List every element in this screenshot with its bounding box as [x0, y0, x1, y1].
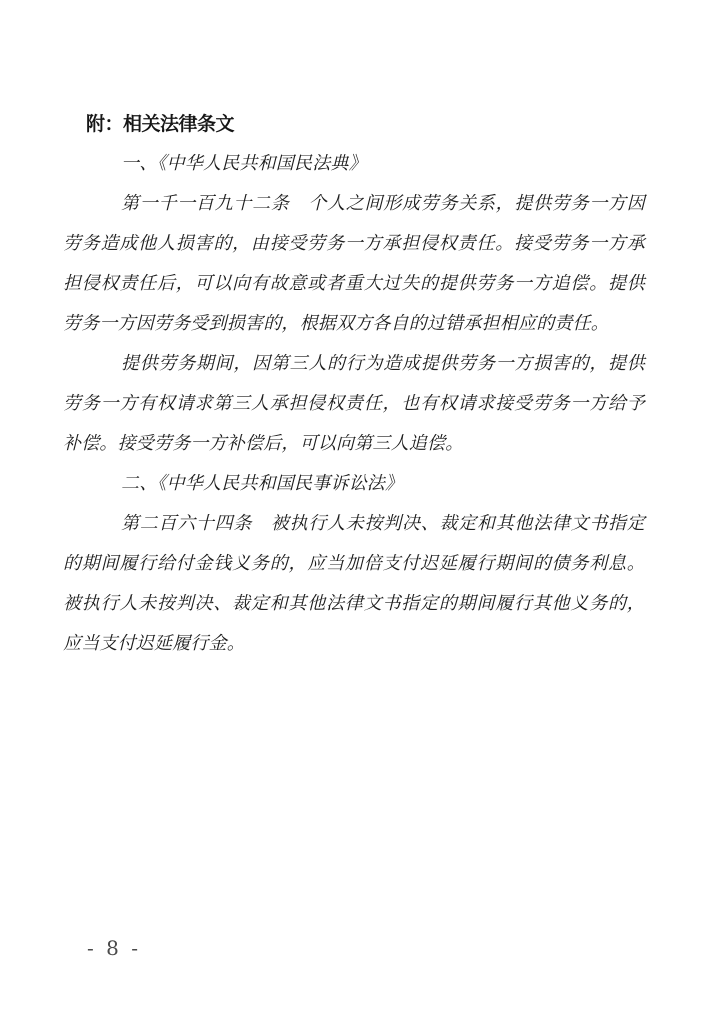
article-1192-paragraph-1: 第一千一百九十二条 个人之间形成劳务关系，提供劳务一方因劳务造成他人损害的，由接受劳务一方承担侵权责任。接受劳务一方承担侵权责任后，可以向有故意或者重大过失的提供劳务一方追偿。提供劳务一方因劳务受到损害的，根据双方各自的过错承担相应的责任。: [63, 193, 645, 334]
page-number: - 8 -: [87, 936, 141, 960]
law-heading-civil-procedure-law: 二、《中华人民共和国民事诉讼法》: [121, 473, 404, 494]
document-body: [63, 104, 645, 664]
law-heading-civil-code: 一、《中华人民共和国民法典》: [121, 153, 367, 174]
article-264-paragraph: 第二百六十四条 被执行人未按判决、裁定和其他法律文书指定的期间履行给付金钱义务的，应当加倍支付迟延履行期间的债务利息。被执行人未按判决、裁定和其他法律文书指定的期间履行其他义务的，应当支付迟延履行金。: [63, 513, 645, 654]
article-1192-paragraph-2: 提供劳务期间，因第三人的行为造成提供劳务一方损害的，提供劳务一方有权请求第三人承担侵权责任，也有权请求接受劳务一方给予补偿。接受劳务一方补偿后，可以向第三人追偿。: [63, 353, 645, 454]
attachment-title: 附：相关法律条文: [86, 113, 235, 135]
